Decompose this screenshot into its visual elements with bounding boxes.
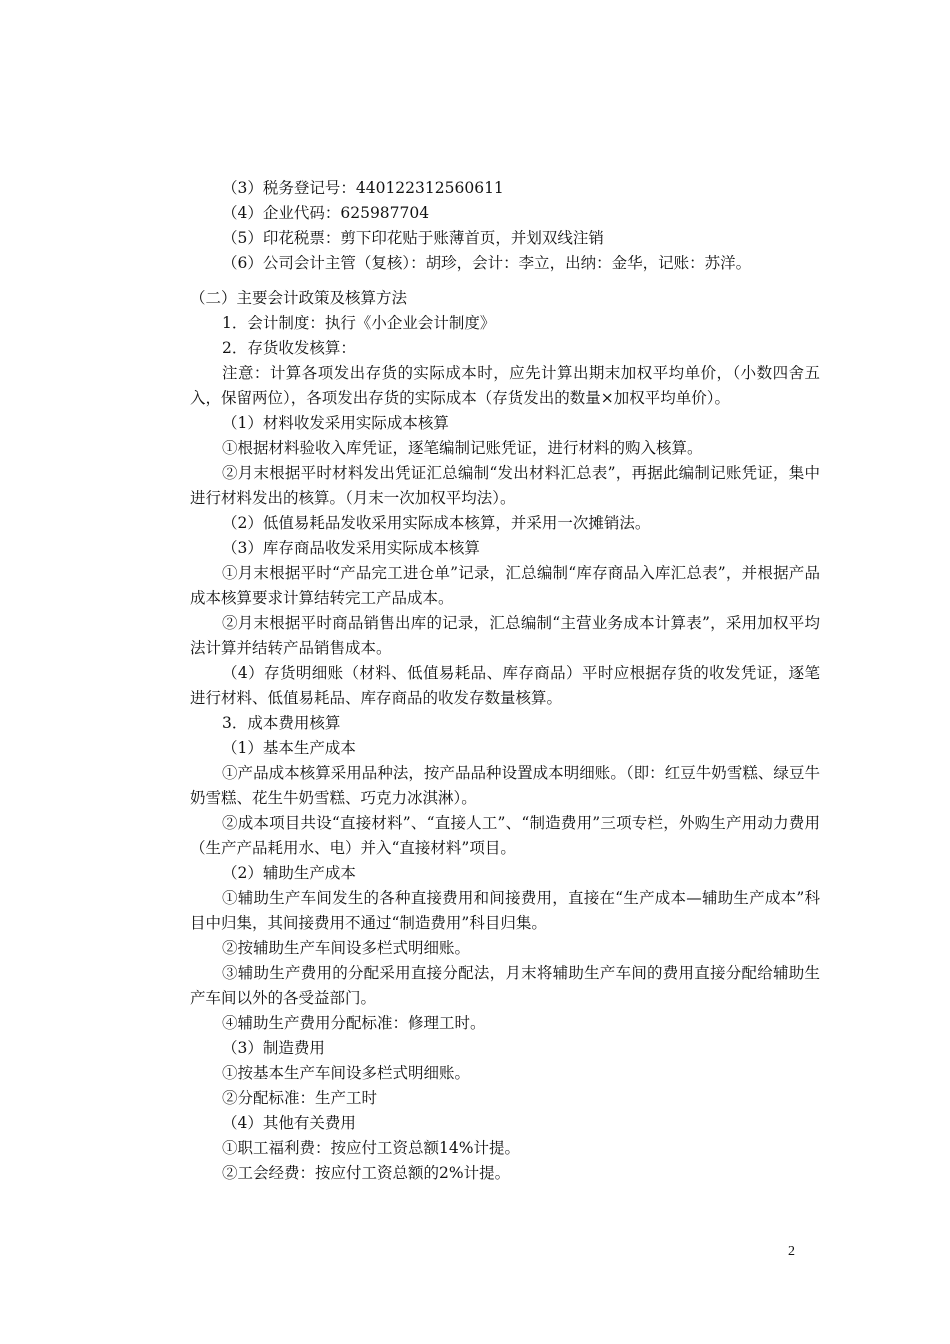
paragraph: （4）其他有关费用 [222, 1114, 356, 1132]
section-title: （二）主要会计政策及核算方法 [190, 289, 408, 307]
paragraph: ①辅助生产车间发生的各种直接费用和间接费用，直接在“生产成本—辅助生产成本”科目中归集，其间接费用不通过“制造费用”科目归集。 [190, 889, 820, 932]
paragraph: （3）库存商品收发采用实际成本核算 [222, 539, 480, 557]
paragraph: 1．会计制度：执行《小企业会计制度》 [222, 314, 496, 332]
paragraph: ④辅助生产费用分配标准：修理工时。 [222, 1014, 486, 1032]
paragraph: （1）材料收发采用实际成本核算 [222, 414, 449, 432]
enterprise-code-line: （4）企业代码：625987704 [222, 204, 430, 222]
stamp-tax-line: （5）印花税票：剪下印花贴于账薄首页，并划双线注销 [222, 229, 604, 247]
paragraph: （1）基本生产成本 [222, 739, 356, 757]
paragraph: ③辅助生产费用的分配采用直接分配法，月末将辅助生产车间的费用直接分配给辅助生产车间以外的各受益部门。 [190, 964, 820, 1007]
paragraph: 注意：计算各项发出存货的实际成本时，应先计算出期末加权平均单价，（小数四舍五入，保留两位），各项发出存货的实际成本（存货发出的数量×加权平均单价）。 [190, 364, 820, 407]
accounting-staff-line: （6）公司会计主管（复核）：胡珍，会计：李立，出纳：金华，记账：苏洋。 [222, 254, 752, 272]
paragraph: 3．成本费用核算 [222, 714, 341, 732]
tax-registration-line: （3）税务登记号：440122312560611 [222, 179, 504, 197]
paragraph: （2）辅助生产成本 [222, 864, 356, 882]
paragraph: ②月末根据平时材料发出凭证汇总编制“发出材料汇总表”，再据此编制记账凭证，集中进行材料发出的核算。（月末一次加权平均法）。 [190, 464, 820, 507]
paragraph: ②月末根据平时商品销售出库的记录，汇总编制“主营业务成本计算表”，采用加权平均法计算并结转产品销售成本。 [190, 614, 820, 657]
page-number: 2 [788, 1244, 795, 1259]
paragraph: ①职工福利费：按应付工资总额14%计提。 [222, 1139, 520, 1157]
paragraph: （4）存货明细账（材料、低值易耗品、库存商品）平时应根据存货的收发凭证，逐笔进行材料、低值易耗品、库存商品的收发存数量核算。 [190, 664, 820, 707]
paragraph: ①按基本生产车间设多栏式明细账。 [222, 1064, 471, 1082]
paragraph: ②成本项目共设“直接材料”、“直接人工”、“制造费用”三项专栏，外购生产用动力费用（生产产品耗用水、电）并入“直接材料”项目。 [190, 814, 820, 857]
paragraph: ②按辅助生产车间设多栏式明细账。 [222, 939, 471, 957]
paragraph: 2．存货收发核算： [222, 339, 356, 357]
document-body [190, 176, 820, 1186]
paragraph: （3）制造费用 [222, 1039, 325, 1057]
paragraph: ①月末根据平时“产品完工进仓单”记录，汇总编制“库存商品入库汇总表”，并根据产品成本核算要求计算结转完工产品成本。 [190, 564, 820, 607]
paragraph: ①产品成本核算采用品种法，按产品品种设置成本明细账。（即：红豆牛奶雪糕、绿豆牛奶雪糕、花生牛奶雪糕、巧克力冰淇淋）。 [190, 764, 820, 807]
paragraph: ②工会经费：按应付工资总额的2%计提。 [222, 1164, 511, 1182]
paragraph: （2）低值易耗品发收采用实际成本核算，并采用一次摊销法。 [222, 514, 651, 532]
paragraph: ①根据材料验收入库凭证，逐笔编制记账凭证，进行材料的购入核算。 [222, 439, 703, 457]
paragraph: ②分配标准：生产工时 [222, 1089, 378, 1107]
